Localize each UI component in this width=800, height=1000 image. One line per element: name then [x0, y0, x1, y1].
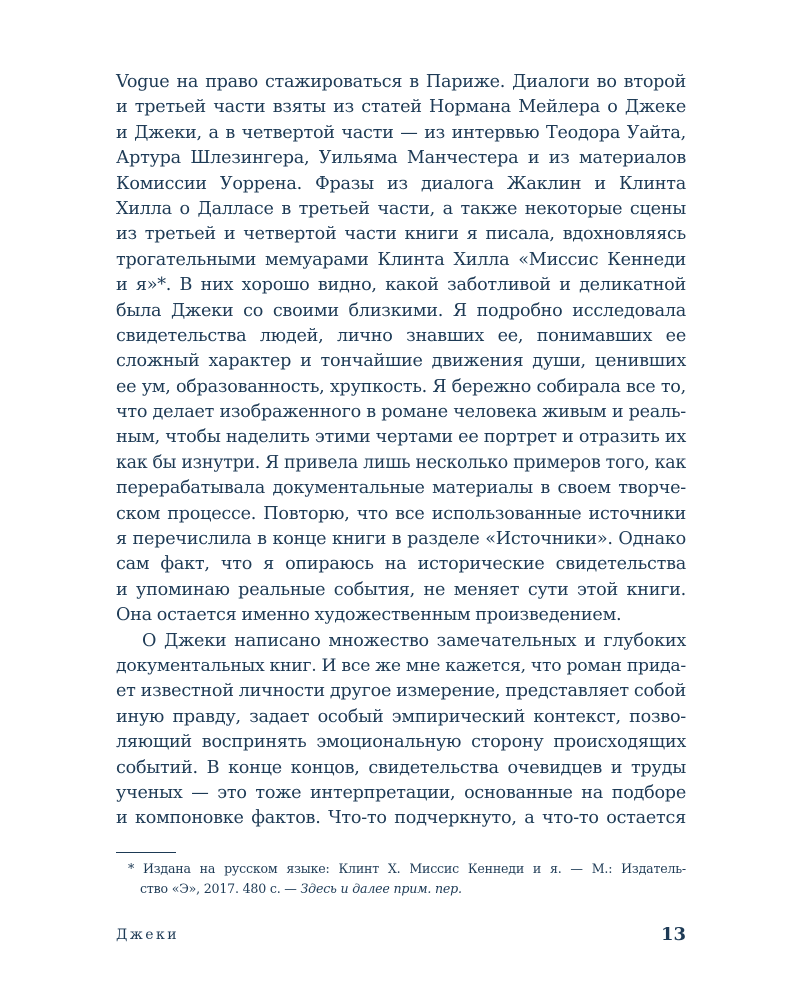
text-line: Комиссии Уоррена. Фразы из диалога Жаклин и Клинта [116, 173, 686, 194]
text-line: сам факт, что я опираюсь на исторические свидетельства [116, 554, 686, 575]
text-line: ученых — это тоже интерпретации, основанные на подборе [116, 782, 686, 803]
text-line: ет известной личности другое измерение, представляет собой [116, 681, 686, 702]
page-number: 13 [660, 924, 686, 945]
running-head: Джеки [116, 927, 180, 943]
footnote-plain-text: ство «Э», 2017. 480 с. — [140, 881, 301, 896]
text-line: документальных книг. И все же мне кажется, что роман прида- [116, 655, 686, 676]
text-line: как бы изнутри. Я привела лишь несколько примеров того, как [116, 452, 686, 473]
footnote-line: * Издана на русском языке: Клинт Х. Миссис Кеннеди и я. — М.: Издатель- [128, 861, 686, 876]
text-line: что делает изображенного в романе человека живым и реаль- [116, 402, 686, 423]
footnote-italic-note: Здесь и далее прим. пер. [300, 881, 462, 896]
text-line: ском процессе. Повторю, что все использованные источники [116, 503, 686, 524]
text-line: свидетельства людей, лично знавших ее, понимавших ее [116, 325, 686, 346]
text-line: сложный характер и тончайшие движения души, ценивших [116, 351, 686, 372]
text-line: Она остается именно художественным произведением. [116, 605, 622, 626]
text-line: трогательными мемуарами Клинта Хилла «Миссис Кеннеди [116, 249, 686, 270]
text-line: ее ум, образованность, хрупкость. Я бережно собирала все то, [116, 376, 686, 397]
text-line: Артура Шлезингера, Уильяма Манчестера и из материалов [116, 148, 686, 169]
text-line: ным, чтобы наделить этими чертами ее портрет и отразить их [116, 427, 686, 448]
text-line: и упоминаю реальные события, не меняет сути этой книги. [116, 579, 686, 600]
text-line: я перечислила в конце книги в разделе «Источники». Однако [116, 529, 686, 550]
text-line: ляющий воспринять эмоциональную сторону происходящих [116, 732, 686, 753]
text-line: Хилла о Далласе в третьей части, а также некоторые сцены [116, 198, 686, 219]
text-line: и Джеки, а в четвертой части — из интервью Теодора Уайта, [116, 122, 686, 143]
text-line: и третьей части взяты из статей Нормана Мейлера о Джеке [116, 97, 686, 118]
text-line: была Джеки со своими близкими. Я подробно исследовала [116, 300, 686, 321]
text-line: Vogue на право стажироваться в Париже. Диалоги во второй [116, 72, 686, 92]
text-line: и я»*. В них хорошо видно, какой заботливой и деликатной [116, 275, 686, 296]
text-line: перерабатывала документальные материалы в своем творче- [116, 478, 686, 499]
footnote [116, 859, 686, 899]
text-line: событий. В конце концов, свидетельства очевидцев и труды [116, 757, 686, 778]
text-line: и компоновке фактов. Что-то подчеркнуто, а что-то остается [116, 808, 686, 829]
footnote-divider [116, 852, 176, 853]
footnote-line [116, 879, 686, 899]
text-line: из третьей и четвертой части книги я писала, вдохновляясь [116, 224, 686, 245]
text-line: иную правду, задает особый эмпирический контекст, позво- [116, 706, 686, 727]
paragraph-start-line: О Джеки написано множество замечательных и глубоких [142, 630, 686, 651]
body-text [116, 70, 686, 832]
